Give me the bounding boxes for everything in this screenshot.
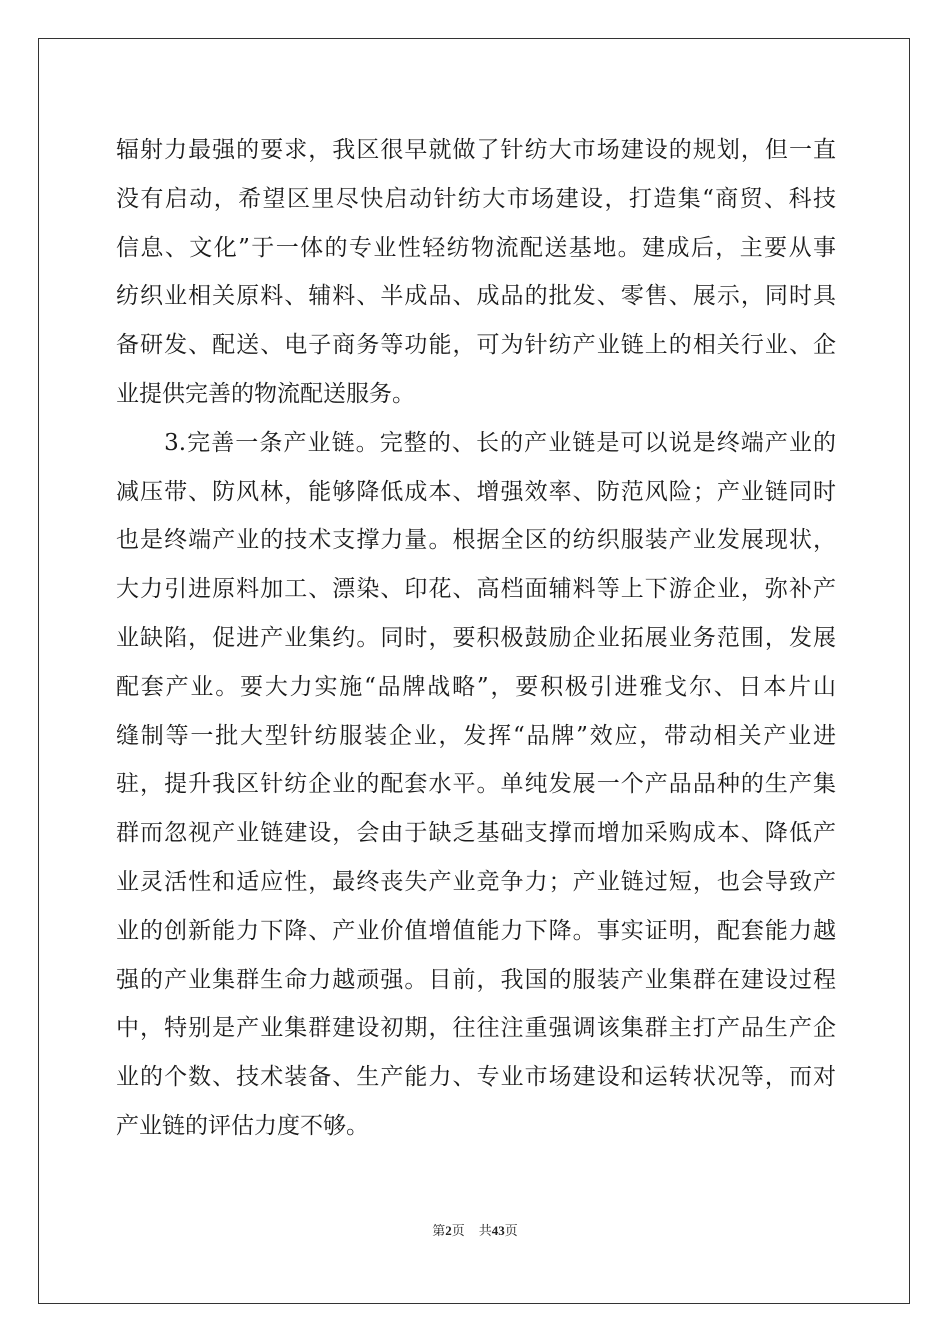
- text-line: 群而忽视产业链建设，会由于缺乏基础支撑而增加采购成本、降低产: [116, 820, 836, 847]
- page-number: 2: [445, 1223, 452, 1238]
- text-line: 也是终端产业的技术支撑力量。根据全区的纺织服装产业发展现状，: [116, 527, 836, 554]
- page-footer: [0, 1220, 950, 1239]
- total-suffix: 页: [504, 1224, 518, 1239]
- document-body: [116, 132, 836, 1157]
- text-line: 信息、文化”于一体的专业性轻纺物流配送基地。建成后，主要从事: [116, 234, 836, 261]
- page-suffix: 页: [451, 1224, 465, 1239]
- text-line: 业的创新能力下降、产业价值增值能力下降。事实证明，配套能力越: [116, 917, 836, 944]
- text-line: 中，特别是产业集群建设初期，往往注重强调该集群主打产品生产企: [116, 1015, 836, 1042]
- text-line: 配套产业。要大力实施“品牌战略”，要积极引进雅戈尔、日本片山: [116, 673, 836, 700]
- text-line: 没有启动，希望区里尽快启动针纺大市场建设，打造集“商贸、科技: [116, 185, 836, 212]
- text-line: 3.完善一条产业链。完整的、长的产业链是可以说是终端产业的: [116, 429, 836, 456]
- text-line: 缝制等一批大型针纺服装企业，发挥“品牌”效应，带动相关产业进: [116, 722, 836, 749]
- text-line: 业的个数、技术装备、生产能力、专业市场建设和运转状况等，而对: [116, 1064, 836, 1091]
- text-line: 减压带、防风林，能够降低成本、增强效率、防范风险；产业链同时: [116, 478, 836, 505]
- text-line: 纺织业相关原料、辅料、半成品、成品的批发、零售、展示，同时具: [116, 283, 836, 310]
- text-line: 辐射力最强的要求，我区很早就做了针纺大市场建设的规划，但一直: [116, 137, 836, 163]
- text-line: 业灵活性和适应性，最终丧失产业竞争力；产业链过短，也会导致产: [116, 868, 836, 895]
- total-prefix: 共: [478, 1224, 492, 1239]
- page-prefix: 第: [432, 1224, 446, 1239]
- total-pages: 43: [491, 1223, 505, 1238]
- text-line: 强的产业集群生命力越顽强。目前，我国的服装产业集群在建设过程: [116, 966, 836, 993]
- text-line: 业提供完善的物流配送服务。: [116, 380, 415, 407]
- text-line: 产业链的评估力度不够。: [116, 1112, 369, 1139]
- text-line: 驻，提升我区针纺企业的配套水平。单纯发展一个产品品种的生产集: [116, 771, 836, 798]
- text-line: 备研发、配送、电子商务等功能，可为针纺产业链上的相关行业、企: [116, 332, 836, 359]
- text-line: 大力引进原料加工、漂染、印花、高档面辅料等上下游企业，弥补产: [116, 576, 836, 603]
- text-line: 业缺陷，促进产业集约。同时，要积极鼓励企业拓展业务范围，发展: [116, 624, 836, 651]
